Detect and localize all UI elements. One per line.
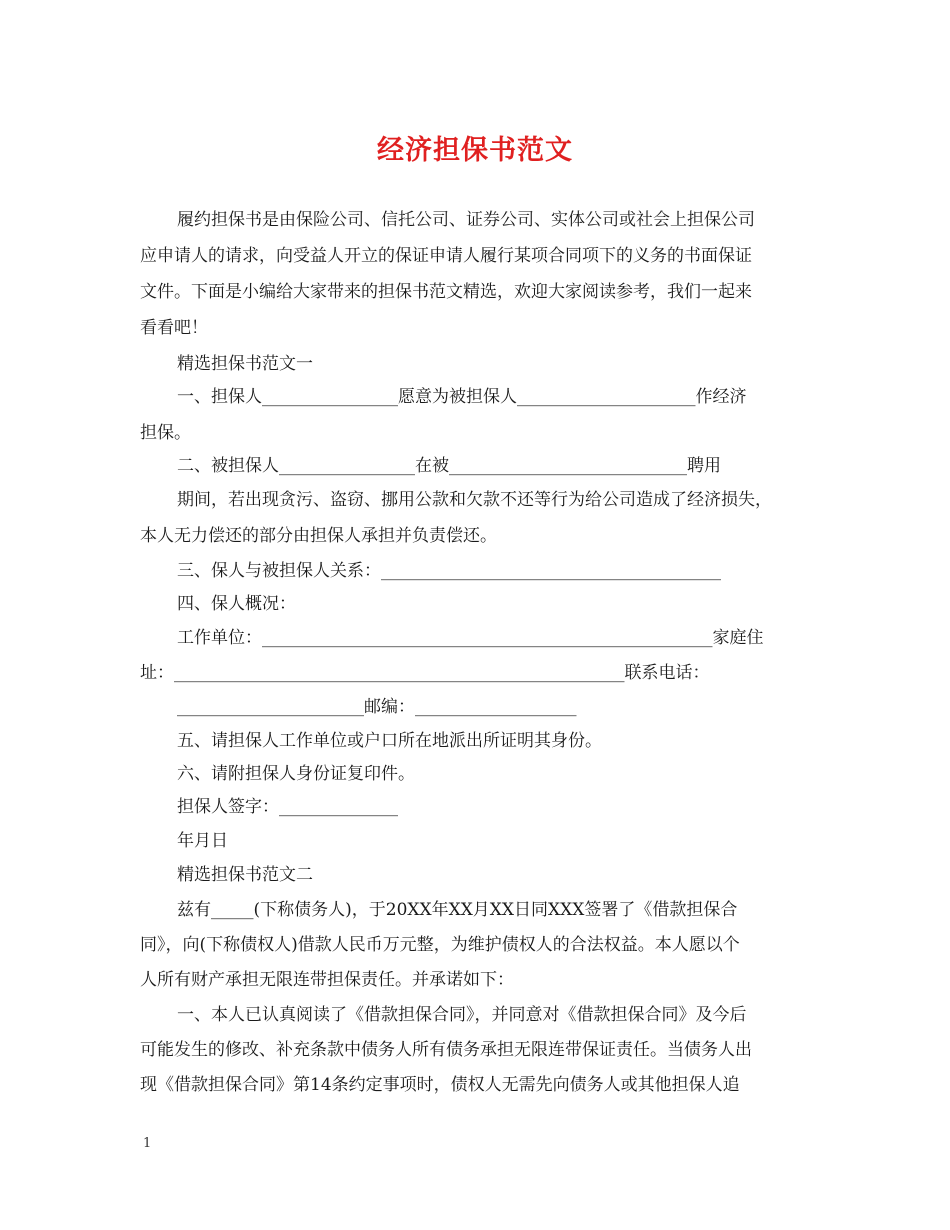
form-line: 一、担保人________________愿意为被担保人_____________________作经济: [177, 387, 747, 407]
paragraph-line: 兹有_____(下称债务人)，于20XX年XX月XX日同XXX签署了《借款担保合: [177, 900, 738, 920]
paragraph-line: 一、本人已认真阅读了《借款担保合同》，并同意对《借款担保合同》及今后: [177, 1005, 747, 1025]
form-line: 五、请担保人工作单位或户口所在地派出所证明其身份。: [177, 731, 602, 751]
page-number: 1: [143, 1136, 152, 1151]
paragraph-line: 履约担保书是由保险公司、信托公司、证券公司、实体公司或社会上担保公司: [177, 210, 755, 230]
form-line: ______________________邮编：___________________: [177, 697, 577, 717]
form-line: 址：_____________________________________________________联系电话：: [140, 663, 710, 683]
paragraph-line: 看看吧！: [140, 318, 208, 338]
signature-line: 担保人签字：______________: [177, 797, 398, 817]
paragraph-line: 应申请人的请求，向受益人开立的保证申请人履行某项合同项下的义务的书面保证: [140, 246, 752, 266]
paragraph-line: 文件。下面是小编给大家带来的担保书范文精选，欢迎大家阅读参考，我们一起来: [140, 282, 752, 302]
form-line: 二、被担保人________________在被____________________________聘用: [177, 456, 721, 476]
form-line: 三、保人与被担保人关系：________________________________________: [177, 561, 721, 581]
form-line: 担保。: [140, 423, 191, 443]
paragraph-line: 本人无力偿还的部分由担保人承担并负责偿还。: [140, 526, 497, 546]
paragraph-line: 同》，向(下称债权人)借款人民币万元整，为维护债权人的合法权益。本人愿以个: [140, 935, 740, 955]
form-line: 六、请附担保人身份证复印件。: [177, 764, 415, 784]
date-line: 年月日: [177, 831, 228, 851]
section-heading: 精选担保书范文一: [177, 354, 313, 374]
paragraph-line: 现《借款担保合同》第14条约定事项时，债权人无需先向债务人或其他担保人追: [140, 1075, 740, 1095]
form-line: 工作单位：_____________________________________________________家庭住: [177, 628, 764, 648]
paragraph-line: 人所有财产承担无限连带担保责任。并承诺如下：: [140, 970, 514, 990]
section-heading: 精选担保书范文二: [177, 865, 313, 885]
form-line: 四、保人概况：: [177, 594, 296, 614]
paragraph-line: 可能发生的修改、补充条款中债务人所有债务承担无限连带保证责任。当债务人出: [140, 1040, 752, 1060]
document-title: 经济担保书范文: [377, 135, 573, 166]
paragraph-line: 期间，若出现贪污、盗窃、挪用公款和欠款不还等行为给公司造成了经济损失，: [177, 490, 772, 510]
